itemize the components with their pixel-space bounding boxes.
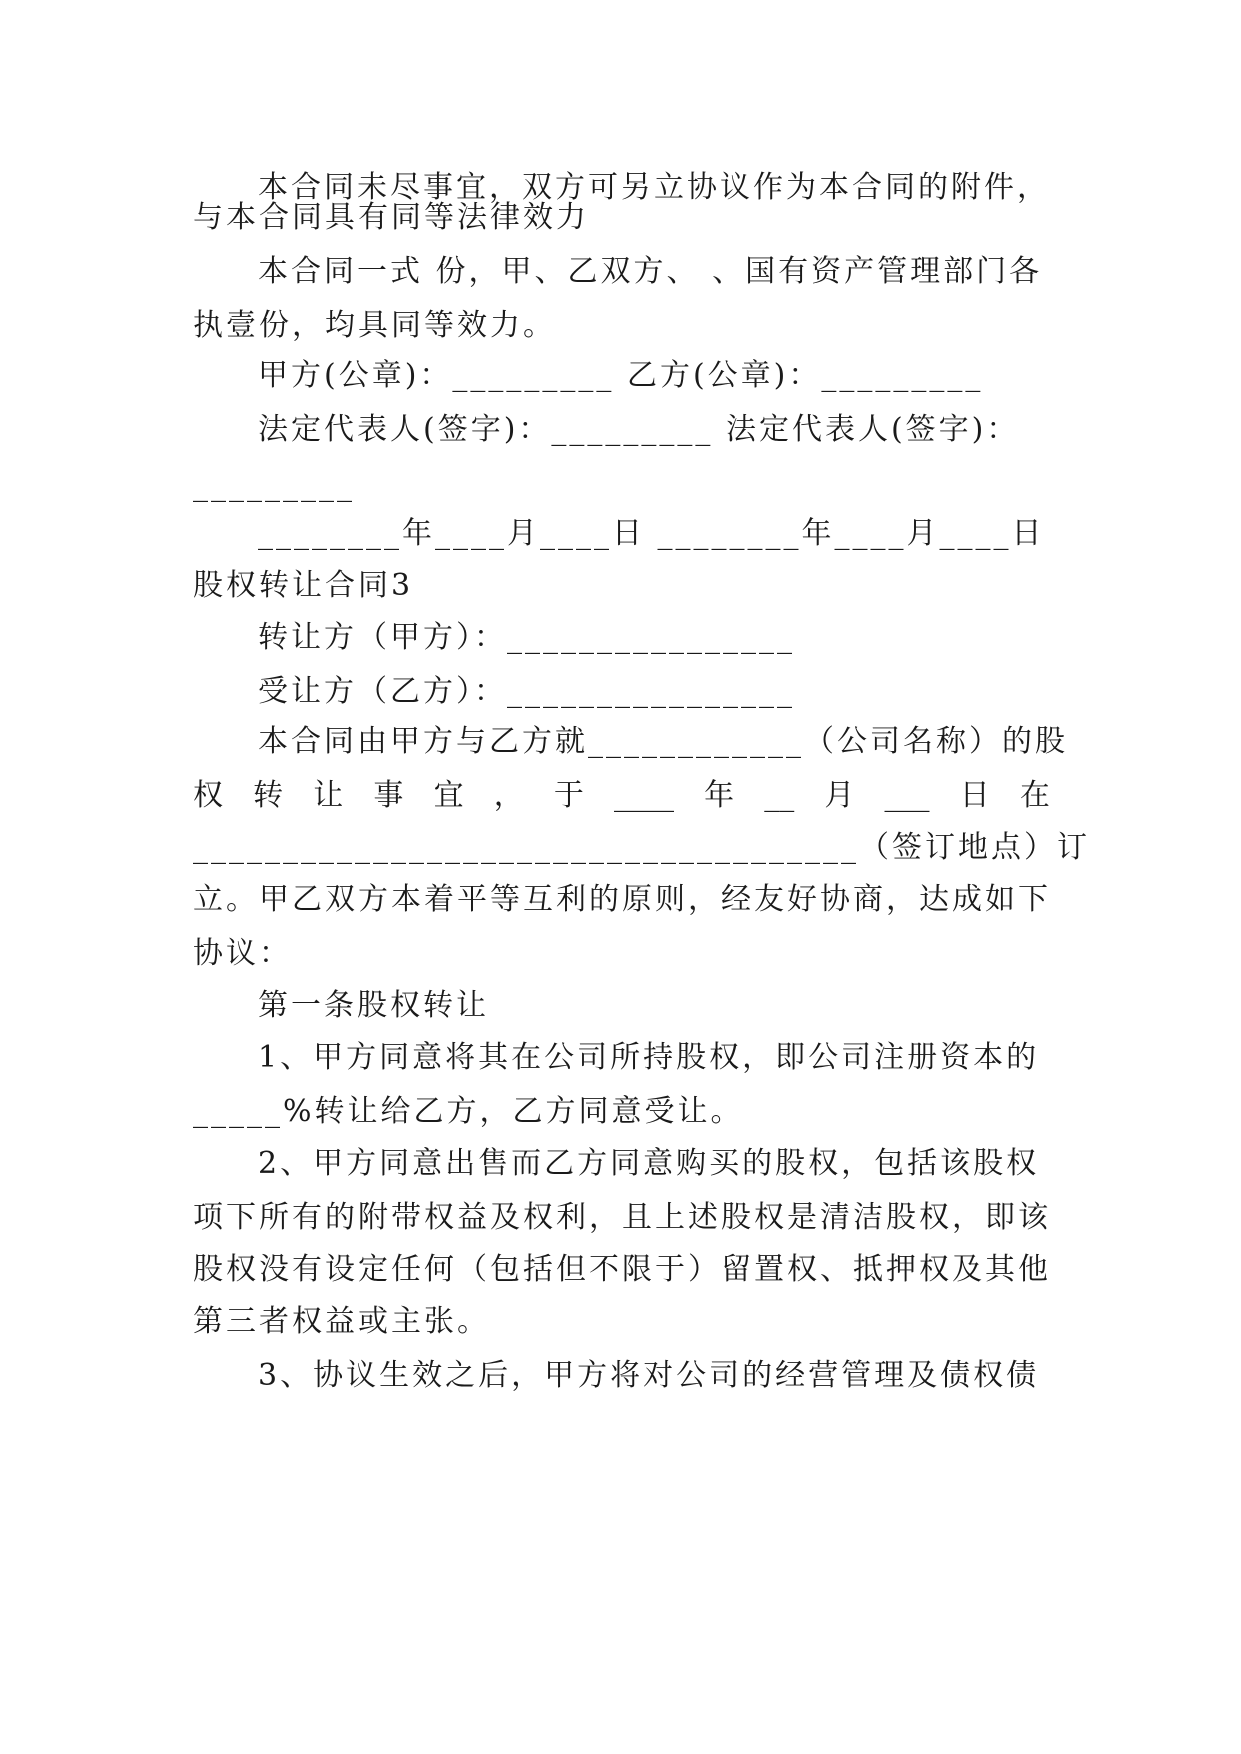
text-token: 月	[824, 778, 855, 813]
paragraph-line: 协议：	[193, 936, 292, 971]
paragraph-line: 与本合同具有同等法律效力	[193, 200, 589, 235]
paragraph-line: 3、协议生效之后，甲方将对公司的经营管理及债权债	[258, 1358, 1040, 1393]
paragraph-line: 1、甲方同意将其在公司所持股权，即公司注册资本的	[258, 1040, 1040, 1075]
paragraph-line: 第三者权益或主张。	[193, 1304, 490, 1339]
text-token: 让	[313, 778, 344, 813]
text-token: ，	[493, 778, 524, 813]
text-token: ____	[613, 778, 674, 813]
paragraph-line: 本合同由甲方与乙方就____________（公司名称）的股	[258, 724, 1068, 759]
paragraph-line: 股权没有设定任何（包括但不限于）留置权、抵押权及其他	[193, 1252, 1051, 1287]
article-heading: 第一条股权转让	[258, 988, 489, 1023]
paragraph-line: 执壹份，均具同等效力。	[193, 308, 556, 343]
paragraph-line: _____%转让给乙方，乙方同意受让。	[193, 1094, 744, 1129]
text-token: ___	[884, 778, 930, 813]
signature-blank: _________	[193, 468, 355, 503]
text-token: __	[764, 778, 795, 813]
paragraph-line: 项下所有的附带权益及权利，且上述股权是清洁股权，即该	[193, 1200, 1051, 1235]
text-token: 事	[373, 778, 404, 813]
paragraph-line: 立。甲乙双方本着平等互利的原则，经友好协商，达成如下	[193, 882, 1051, 917]
paragraph-line: _____________________________________（签订地点）订	[193, 830, 1090, 865]
section-title: 股权转让合同3	[193, 568, 414, 603]
signature-line-representative: 法定代表人(签字)：_________ 法定代表人(签字)：	[258, 412, 1020, 447]
paragraph-line: 2、甲方同意出售而乙方同意购买的股权，包括该股权	[258, 1146, 1040, 1181]
transferee-line: 受让方（乙方）：________________	[258, 674, 795, 709]
text-token: 转	[253, 778, 284, 813]
text-token: 日	[959, 778, 990, 813]
text-token: 权	[193, 778, 223, 813]
text-token: 在	[1019, 778, 1050, 813]
transferor-line: 转让方（甲方）：________________	[258, 620, 795, 655]
text-token: 年	[704, 778, 735, 813]
signature-line-seal: 甲方(公章)：_________ 乙方(公章)：_________	[258, 358, 984, 393]
paragraph-line: 本合同未尽事宜，双方可另立协议作为本合同的附件，	[258, 170, 1050, 205]
justified-paragraph-line	[193, 776, 1050, 816]
date-line: ________年____月____日 ________年____月____日	[258, 516, 1045, 551]
paragraph-line: 本合同一式 份，甲、乙双方、 、国有资产管理部门各	[258, 254, 1043, 289]
text-token: 于	[553, 778, 584, 813]
text-token: 宜	[433, 778, 464, 813]
